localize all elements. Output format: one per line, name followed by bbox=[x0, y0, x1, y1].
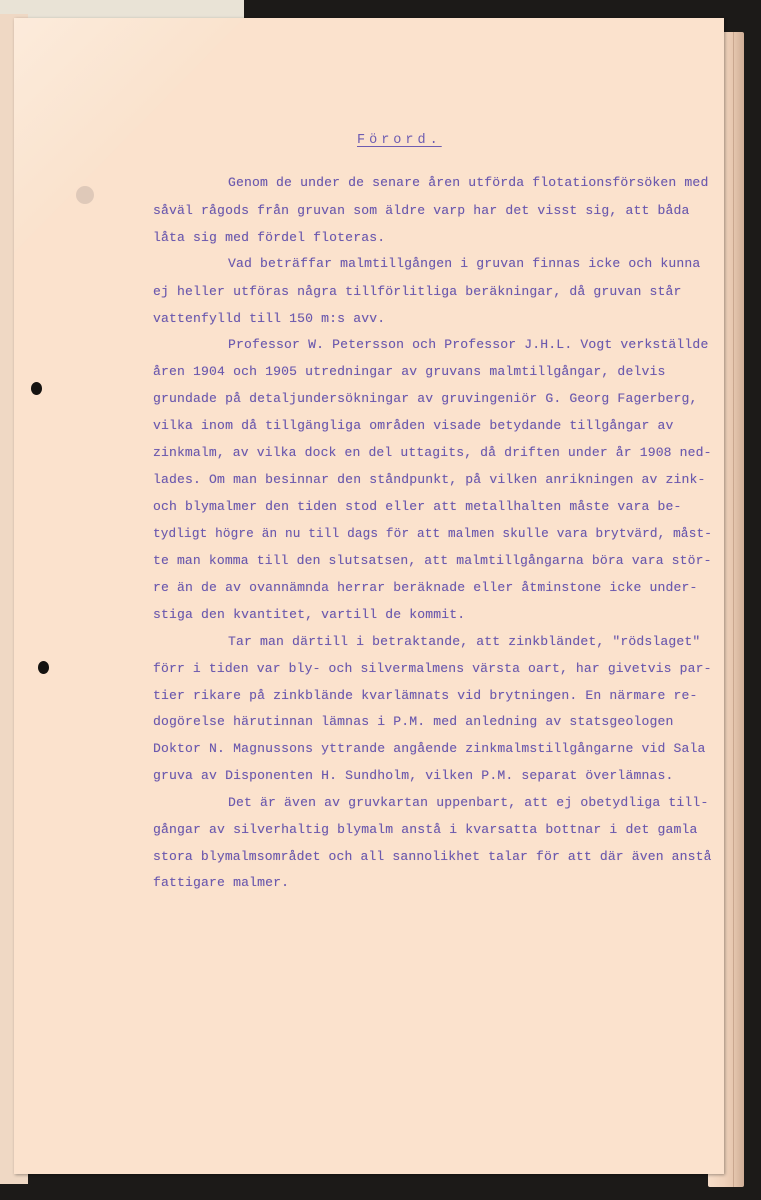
text-line: tier rikare på zinkblände kvarlämnats vid brytningen. En närmare re- bbox=[153, 688, 698, 703]
text-line: låta sig med fördel floteras. bbox=[153, 230, 386, 245]
text-line: tydligt högre än nu till dags för att malmen skulle vara brytvärd, måst- bbox=[153, 526, 712, 541]
text-line: zinkmalm, av vilka dock en del uttagits, då driften under år 1908 ned- bbox=[153, 445, 712, 460]
text-line: ej heller utföras några tillförlitliga beräkningar, då gruvan står bbox=[153, 284, 682, 299]
text-line: gångar av silverhaltig blymalm anstå i kvarsatta bottnar i det gamla bbox=[153, 822, 698, 837]
document-page bbox=[14, 18, 724, 1174]
text-line: stora blymalmsområdet och all sannolikhet talar för att där även anstå bbox=[153, 849, 712, 864]
text-line: vilka inom då tillgängliga områden visade betydande tillgångar av bbox=[153, 418, 674, 433]
text-line: vattenfylld till 150 m:s avv. bbox=[153, 311, 386, 326]
text-line: stiga den kvantitet, vartill de kommit. bbox=[153, 607, 466, 622]
text-line: såväl rågods från gruvan som äldre varp har det visst sig, att båda bbox=[153, 203, 690, 218]
text-line: Doktor N. Magnussons yttrande angående zinkmalmstillgångarne vid Sala bbox=[153, 741, 706, 756]
text-line: Tar man därtill i betraktande, att zinkbländet, "rödslaget" bbox=[228, 634, 701, 649]
text-line: förr i tiden var bly- och silvermalmens värsta oart, har givetvis par- bbox=[153, 661, 712, 676]
text-line: Professor W. Petersson och Professor J.H.L. Vogt verkställde bbox=[228, 337, 709, 352]
document-heading: Förord. bbox=[357, 133, 442, 148]
text-line: lades. Om man besinnar den ståndpunkt, på vilken anrikningen av zink- bbox=[153, 472, 706, 487]
punch-hole-upper bbox=[31, 382, 42, 395]
text-line: re än de av ovannämnda herrar beräknade eller åtminstone icke under- bbox=[153, 580, 698, 595]
text-line: dogörelse härutinnan lämnas i P.M. med anledning av statsgeologen bbox=[153, 714, 674, 729]
text-line: te man komma till den slutsatsen, att malmtillgångarna böra vara stör- bbox=[153, 553, 712, 568]
stamp-mark bbox=[76, 186, 94, 204]
text-line: grundade på detaljundersökningar av gruvingeniör G. Georg Fagerberg, bbox=[153, 391, 698, 406]
text-line: Vad beträffar malmtillgången i gruvan finnas icke och kunna bbox=[228, 256, 701, 271]
punch-hole-lower bbox=[38, 661, 49, 674]
text-line: Det är även av gruvkartan uppenbart, att ej obetydliga till- bbox=[228, 795, 709, 810]
text-line: gruva av Disponenten H. Sundholm, vilken P.M. separat överlämnas. bbox=[153, 768, 674, 783]
text-line: Genom de under de senare åren utförda flotationsförsöken med bbox=[228, 175, 709, 190]
text-line: och blymalmer den tiden stod eller att metallhalten måste vara be- bbox=[153, 499, 682, 514]
text-line: åren 1904 och 1905 utredningar av gruvans malmtillgångar, delvis bbox=[153, 364, 666, 379]
text-line: fattigare malmer. bbox=[153, 875, 290, 890]
